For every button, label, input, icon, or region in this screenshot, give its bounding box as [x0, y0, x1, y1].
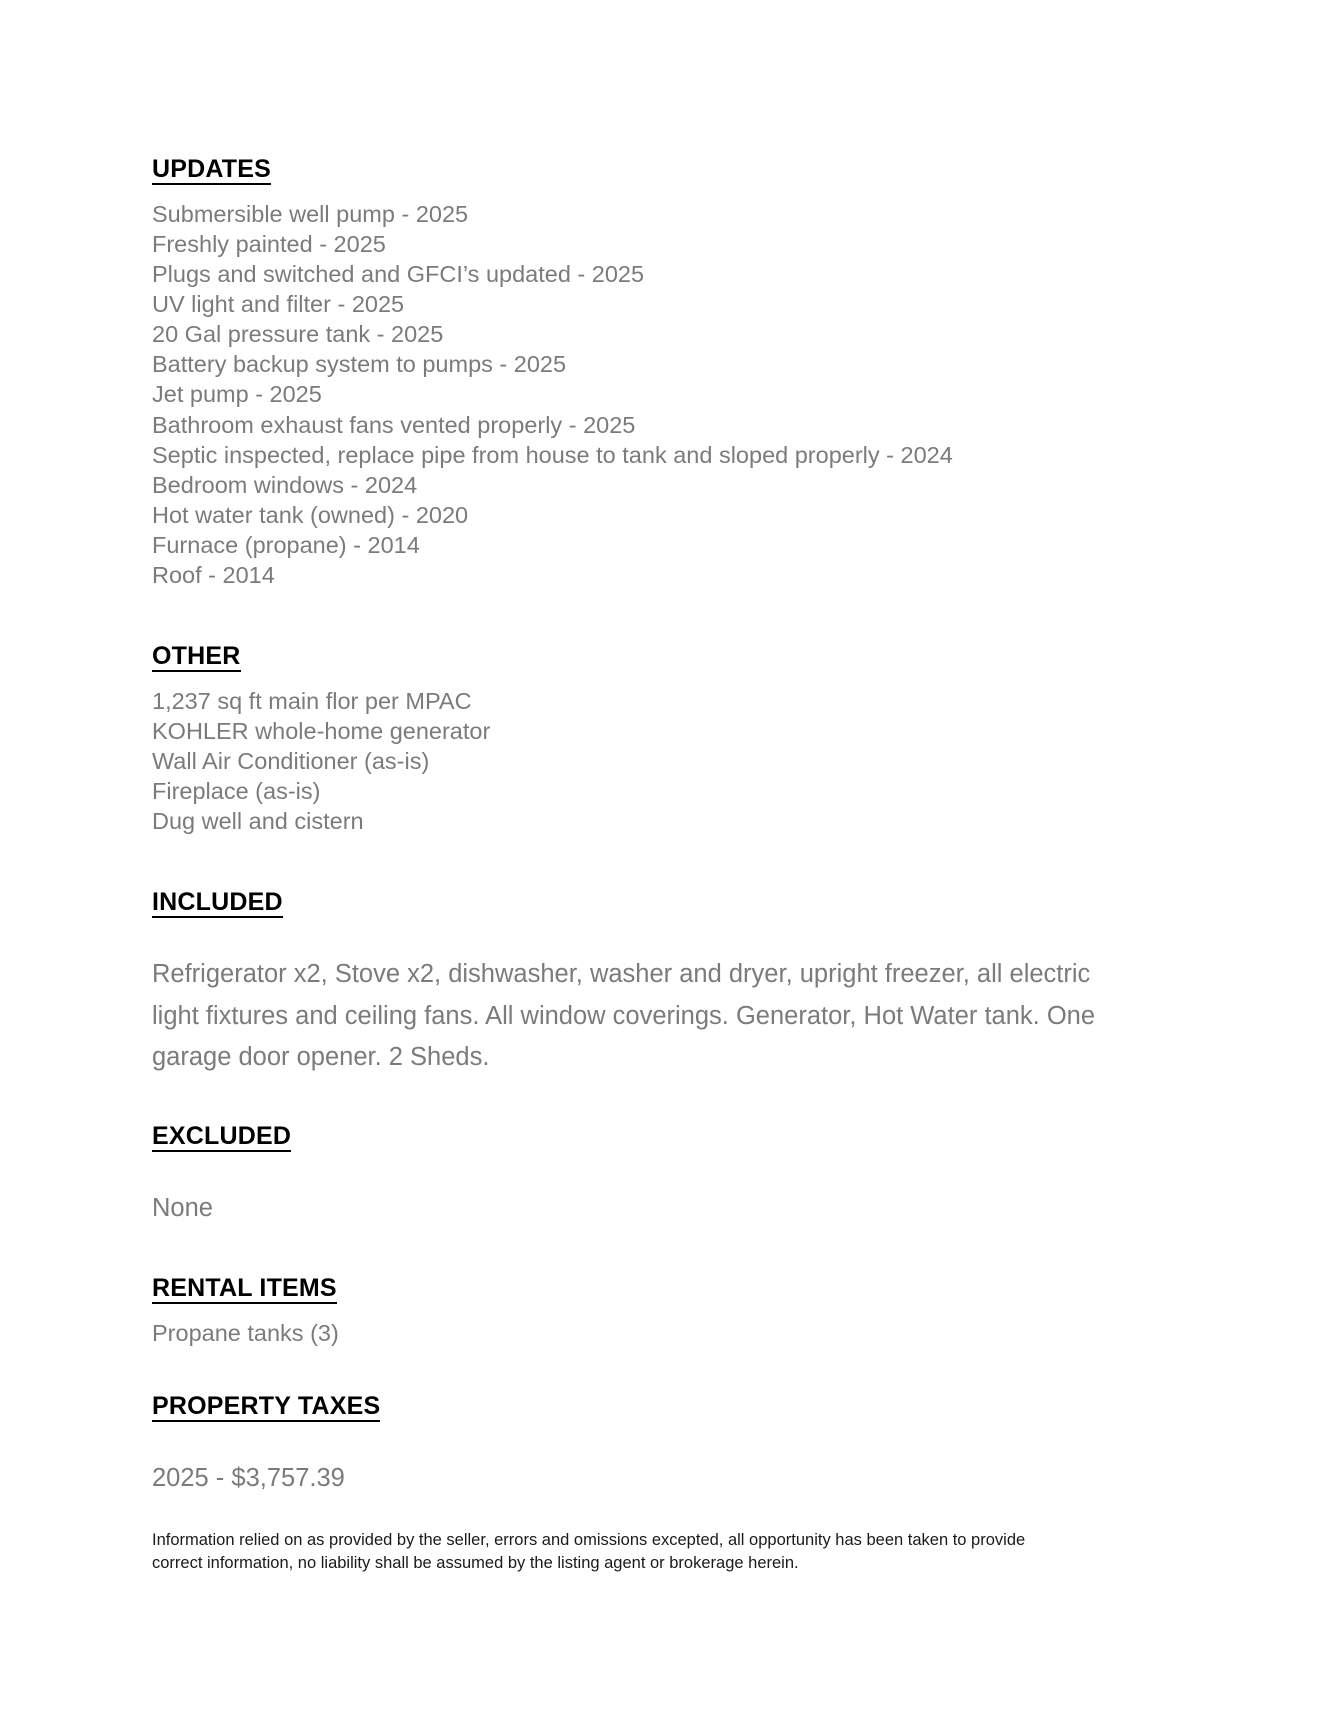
property-taxes-body: 2025 - $3,757.39	[152, 1463, 345, 1492]
list-item: 1,237 sq ft main flor per MPAC	[152, 688, 472, 715]
list-item: Dug well and cistern	[152, 808, 364, 835]
list-item: Freshly painted - 2025	[152, 231, 386, 258]
rental-items-heading-row	[152, 1274, 1194, 1314]
included-heading-row	[152, 888, 1194, 928]
excluded-heading-row	[152, 1122, 1194, 1162]
spacer	[152, 1499, 1194, 1529]
section-property-taxes	[152, 1392, 1194, 1499]
section-updates	[152, 155, 1194, 590]
list-item: Septic inspected, replace pipe from house to tank and sloped properly - 2024	[152, 441, 953, 468]
spacer	[152, 1436, 1194, 1458]
rental-items-list	[152, 1318, 1194, 1348]
spacer	[152, 590, 1194, 642]
included-body: Refrigerator x2, Stove x2, dishwasher, washer and dryer, upright freezer, all electric light fixtures and ceiling fans. All window coverings. Generator, Hot Water tank. One garage door opener. 2 Sheds.	[152, 960, 1096, 1071]
list-item: UV light and filter - 2025	[152, 291, 405, 318]
excluded-body: None	[152, 1194, 213, 1223]
section-excluded	[152, 1122, 1194, 1229]
updates-heading-row	[152, 155, 1194, 195]
list-item: Plugs and switched and GFCI’s updated - 2025	[152, 261, 645, 288]
list-item: Roof - 2014	[152, 561, 275, 588]
section-included	[152, 888, 1194, 1078]
spacer	[152, 932, 1194, 954]
list-item: 20 Gal pressure tank - 2025	[152, 321, 444, 348]
list-item: Wall Air Conditioner (as-is)	[152, 748, 430, 775]
section-heading-included: INCLUDED	[152, 888, 283, 917]
section-heading-updates: UPDATES	[152, 155, 272, 183]
spacer	[152, 836, 1194, 888]
section-rental-items	[152, 1274, 1194, 1348]
list-item: Propane tanks (3)	[152, 1319, 339, 1346]
other-heading-row	[152, 642, 1194, 682]
section-heading-rental-items: RENTAL ITEMS	[152, 1273, 337, 1302]
list-item: Jet pump - 2025	[152, 381, 322, 408]
spacer	[152, 1166, 1194, 1188]
list-item: Bathroom exhaust fans vented properly - 2025	[152, 411, 636, 438]
section-heading-other: OTHER	[152, 642, 241, 671]
list-item: Furnace (propane) - 2014	[152, 531, 420, 558]
section-heading-property-taxes: PROPERTY TAXES	[152, 1391, 381, 1420]
list-item: Submersible well pump - 2025	[152, 201, 469, 227]
list-item: Bedroom windows - 2024	[152, 471, 418, 498]
list-item: Hot water tank (owned) - 2020	[152, 501, 469, 528]
spacer	[152, 1230, 1194, 1274]
list-item: KOHLER whole-home generator	[152, 718, 491, 745]
list-item: Battery backup system to pumps - 2025	[152, 351, 567, 378]
spacer	[152, 1348, 1194, 1392]
updates-list	[152, 199, 1194, 590]
section-heading-excluded: EXCLUDED	[152, 1122, 292, 1151]
list-item: Fireplace (as-is)	[152, 778, 321, 805]
other-list	[152, 686, 1194, 836]
spacer	[152, 1078, 1194, 1122]
section-other	[152, 642, 1194, 836]
property-taxes-heading-row	[152, 1392, 1194, 1432]
disclaimer-text: Information relied on as provided by the seller, errors and omissions excepted, all opportunity has been taken to provide correct information, no liability shall be assumed by the listing agent or brokerage herein.	[152, 1530, 1026, 1572]
